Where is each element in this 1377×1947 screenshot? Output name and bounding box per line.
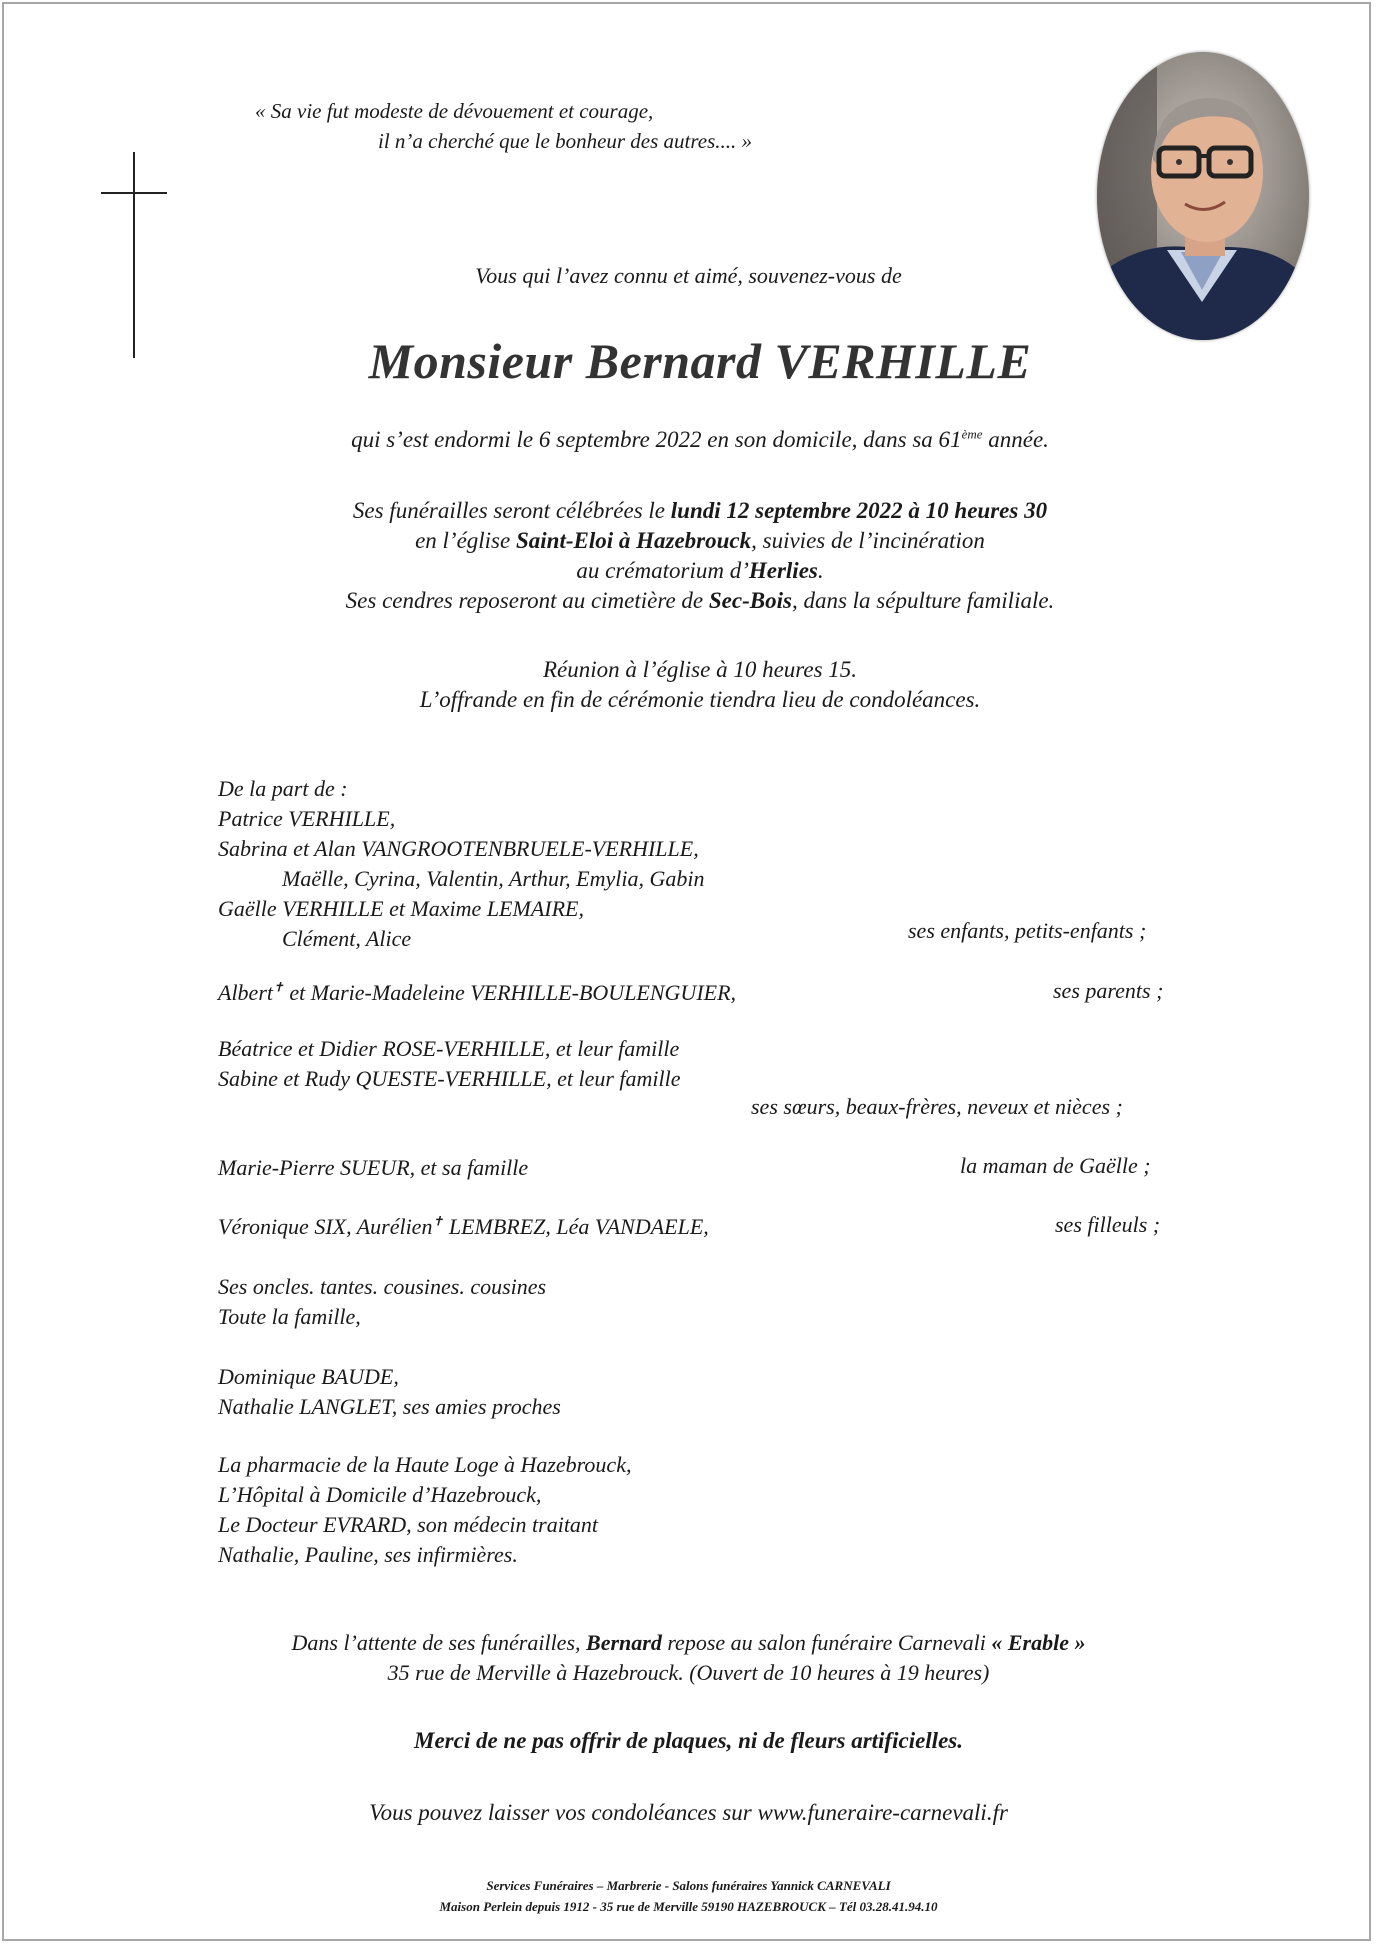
cross-icon-bar: [101, 192, 167, 194]
role-parents: ses parents ;: [1053, 978, 1164, 1003]
funeral-date: lundi 12 septembre 2022 à 10 heures 30: [670, 498, 1048, 523]
role-children: ses enfants, petits-enfants ;: [908, 918, 1147, 943]
portrait-photo: [1097, 52, 1309, 340]
friend-line: Dominique BAUDE,: [218, 1364, 399, 1389]
care-line: La pharmacie de la Haute Loge à Hazebrouck,: [218, 1452, 632, 1477]
funeral-text: .: [817, 558, 824, 583]
family-parents: [218, 978, 736, 1008]
lead-text: Vous qui l’avez connu et aimé, souvenez-vous de: [475, 263, 902, 288]
no-flowers-note: Merci de ne pas offrir de plaques, ni de fleurs artificielles.: [414, 1728, 963, 1753]
care-line: Nathalie, Pauline, ses infirmières.: [218, 1542, 518, 1567]
death-text: qui s’est endormi le 6 septembre 2022 en son domicile, dans sa 61: [351, 427, 962, 452]
family-child: Sabrina et Alan VANGROOTENBRUELE-VERHILLE,: [218, 836, 699, 861]
cross-icon: [133, 152, 135, 358]
family-grandchildren: Maëlle, Cyrina, Valentin, Arthur, Emylia, Gabin: [282, 866, 705, 891]
family-maman: Marie-Pierre SUEUR, et sa famille: [218, 1155, 529, 1180]
family-others: [218, 1272, 546, 1332]
family-list: [218, 774, 704, 954]
care-line: Le Docteur EVRARD, son médecin traitant: [218, 1512, 599, 1537]
closing-info: [0, 1628, 1377, 1688]
care-line: L’Hôpital à Domicile d’Hazebrouck,: [218, 1482, 542, 1507]
deceased-cross-icon: ✝: [273, 979, 284, 995]
parent-name: Albert: [218, 980, 273, 1005]
closing-text: Dans l’attente de ses funérailles,: [291, 1630, 587, 1655]
salon-name: « Erable »: [991, 1630, 1086, 1655]
family-godchildren: [218, 1212, 709, 1242]
family-intro: De la part de :: [218, 776, 348, 801]
deceased-name: Monsieur Bernard VERHILLE: [368, 333, 1032, 389]
godchild-name: Véronique SIX, Aurélien: [218, 1214, 433, 1239]
parent-name: et Marie-Madeleine VERHILLE-BOULENGUIER,: [283, 980, 737, 1005]
family-child: Gaëlle VERHILLE et Maxime LEMAIRE,: [218, 896, 584, 921]
cemetery-place: Sec-Bois: [708, 588, 792, 613]
friend-line: Nathalie LANGLET, ses amies proches: [218, 1394, 561, 1419]
quote: [255, 96, 752, 156]
others-line: Ses oncles. tantes. cousines. cousines: [218, 1274, 547, 1299]
funeral-text: au crématorium d’: [576, 558, 749, 583]
funeral-details: [0, 496, 1377, 616]
funeral-line-2: [0, 526, 1377, 556]
funeral-text: , dans la sépulture familiale.: [791, 588, 1055, 613]
family-child: Patrice VERHILLE,: [218, 806, 396, 831]
footer: [0, 1875, 1377, 1917]
death-superscript: ème: [961, 426, 983, 442]
funeral-text: en l’église: [415, 528, 516, 553]
funeral-line-4: [0, 586, 1377, 616]
quote-line-1: « Sa vie fut modeste de dévouement et courage,: [255, 99, 654, 123]
closing-line-1: [0, 1628, 1377, 1658]
family-grandchildren: Clément, Alice: [282, 926, 412, 951]
family-friends: [218, 1362, 561, 1422]
reunion-info: [0, 655, 1377, 715]
crematorium-place: Herlies: [748, 558, 818, 583]
others-line: Toute la famille,: [218, 1304, 361, 1329]
reunion-line-2: L’offrande en fin de cérémonie tiendra lieu de condoléances.: [419, 687, 981, 712]
condolences-website: Vous pouvez laisser vos condoléances sur www.funeraire-carnevali.fr: [369, 1800, 1008, 1825]
godchild-name: LEMBREZ, Léa VANDAELE,: [443, 1214, 709, 1239]
closing-text: repose au salon funéraire Carnevali: [661, 1630, 992, 1655]
funeral-text: Ses cendres reposeront au cimetière de: [345, 588, 709, 613]
death-text-end: année.: [982, 427, 1049, 452]
funeral-text: Ses funérailles seront célébrées le: [352, 498, 671, 523]
sibling: Sabine et Rudy QUESTE-VERHILLE, et leur famille: [218, 1066, 681, 1091]
funeral-text: , suivies de l’incinération: [751, 528, 985, 553]
family-care: [218, 1450, 631, 1570]
role-siblings: ses sœurs, beaux-frères, neveux et nièces ;: [751, 1094, 1123, 1119]
quote-line-2: il n’a cherché que le bonheur des autres.... »: [378, 129, 753, 153]
reunion-line-1: Réunion à l’église à 10 heures 15.: [542, 657, 858, 682]
funeral-church: Saint-Eloi à Hazebrouck: [515, 528, 752, 553]
role-maman: la maman de Gaëlle ;: [960, 1153, 1151, 1178]
death-notice: [0, 427, 1377, 453]
closing-name: Bernard: [586, 1630, 662, 1655]
funeral-line-1: [0, 496, 1377, 526]
funeral-line-3: [0, 556, 1377, 586]
deceased-cross-icon: ✝: [432, 1213, 444, 1229]
footer-line-2: Maison Perlein depuis 1912 - 35 rue de Merville 59190 HAZEBROUCK – Tél 03.28.41.94.10: [439, 1899, 938, 1914]
footer-line-1: Services Funéraires – Marbrerie - Salons funéraires Yannick CARNEVALI: [486, 1878, 891, 1893]
closing-line-2: 35 rue de Merville à Hazebrouck. (Ouvert de 10 heures à 19 heures): [387, 1660, 990, 1685]
family-siblings: [218, 1034, 681, 1094]
role-godchildren: ses filleuls ;: [1055, 1212, 1161, 1237]
sibling: Béatrice et Didier ROSE-VERHILLE, et leur famille: [218, 1036, 680, 1061]
